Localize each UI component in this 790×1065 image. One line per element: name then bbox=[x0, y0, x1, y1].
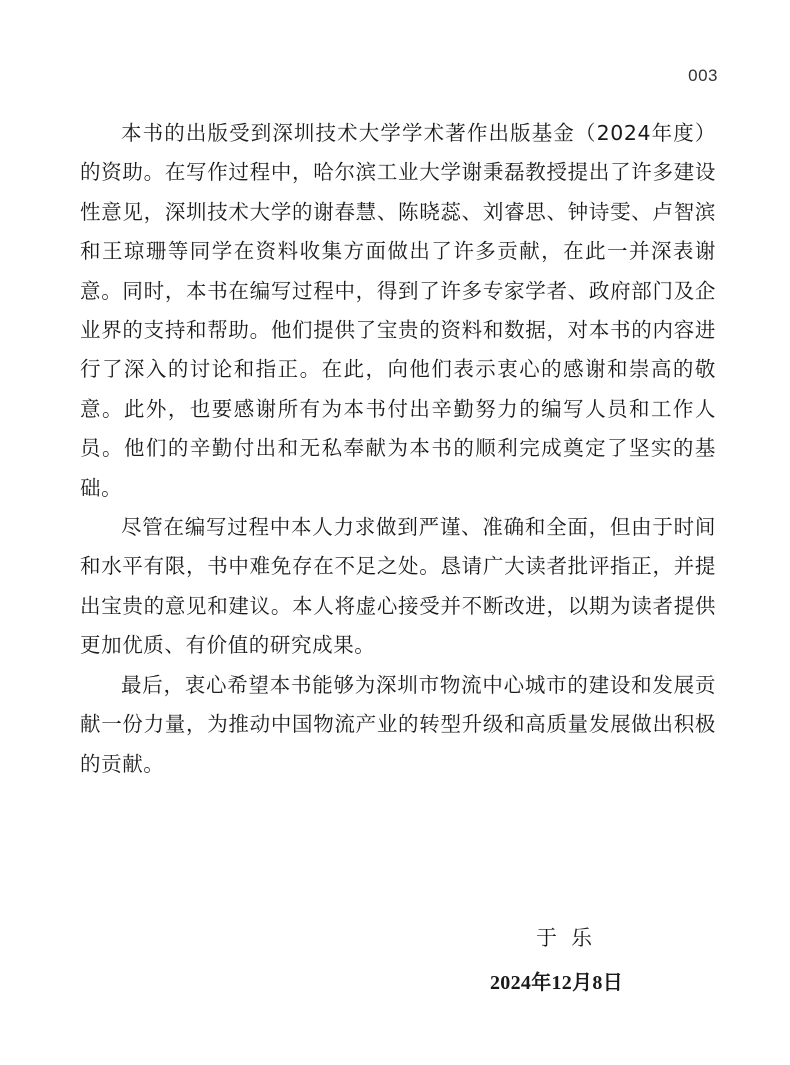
paragraph-acknowledgement: 本书的出版受到深圳技术大学学术著作出版基金（2024年度）的资助。在写作过程中，哈尔滨工业大学谢秉磊教授提出了许多建设性意见，深圳技术大学的谢春慧、陈晓蕊、刘睿思、钟诗雯、卢智滨和王琼珊等同学在资料收集方面做出了许多贡献，在此一并深表谢意。同时，本书在编写过程中，得到了许多专家学者、政府部门及企业界的支持和帮助。他们提供了宝贵的资料和数据，对本书的内容进行了深入的讨论和指正。在此，向他们表示衷心的感谢和崇高的敬意。此外，也要感谢所有为本书付出辛勤努力的编写人员和工作人员。他们的辛勤付出和无私奉献为本书的顺利完成奠定了坚实的基础。 bbox=[80, 121, 716, 500]
signature-author: 于乐 bbox=[536, 926, 606, 950]
paragraph-closing: 最后，衷心希望本书能够为深圳市物流中心城市的建设和发展贡献一份力量，为推动中国物流产业的转型升级和高质量发展做出积极的贡献。 bbox=[80, 672, 716, 776]
body-text bbox=[80, 114, 716, 784]
signature-date: 2024年12月8日 bbox=[490, 972, 623, 994]
page-number: 003 bbox=[688, 66, 718, 85]
paragraph-apology: 尽管在编写过程中本人力求做到严谨、准确和全面，但由于时间和水平有限，书中难免存在不足之处。恳请广大读者批评指正，并提出宝贵的意见和建议。本人将虚心接受并不断改进，以期为读者提供更加优质、有价值的研究成果。 bbox=[80, 515, 716, 658]
